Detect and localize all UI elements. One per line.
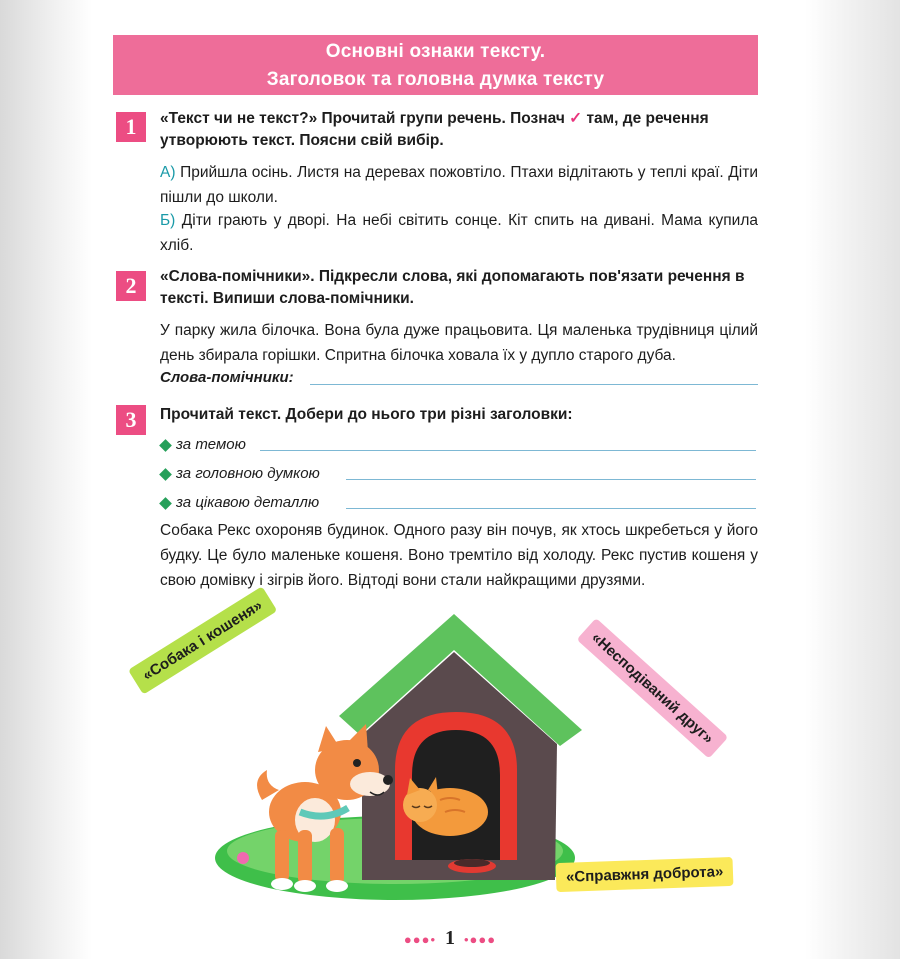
dog-paw xyxy=(271,878,293,890)
task1-title-part2: там, де речення утворюють текст. Поясни свій вибір. xyxy=(160,110,709,149)
task1-number-badge: 1 xyxy=(116,112,146,142)
task3-option-topic: за темою xyxy=(176,436,246,453)
sticker-title-unexpected-friend: «Несподіваний друг» xyxy=(577,618,729,759)
dog-leg xyxy=(330,828,344,884)
task3-number-badge: 3 xyxy=(116,405,146,435)
page-number: 1 xyxy=(445,927,455,949)
task2-title: «Слова-помічники». Підкресли слова, які допомагають пов'язати речення в тексті. Випиши слова-помічники. xyxy=(160,268,745,307)
dog-paw xyxy=(326,880,348,892)
task2-answer-label: Слова-помічники: xyxy=(160,369,294,386)
footer-dots-left-icon: ●●●• xyxy=(403,932,436,947)
task3-text: Собака Рекс охороняв будинок. Одного разу він почув, як хтось шкребеться у його будку. Це було маленьке кошеня. Воно тремтіло від холоду. Рекс пустив кошеня у свою домівку і зігрів його. Відтоді вони стали найкращими друзями. xyxy=(160,522,758,589)
task2-number-badge: 2 xyxy=(116,271,146,301)
task1-option-a-text: Прийшла осінь. Листя на деревах пожовтіло. Птахи відлітають у теплі краї. Діти пішли до школи. xyxy=(160,164,758,206)
task3-option-detail: за цікавою деталлю xyxy=(176,494,320,511)
dog-leg xyxy=(298,830,312,884)
task1-option-b-letter: Б) xyxy=(160,212,176,229)
flower-icon xyxy=(237,852,249,864)
task2-text: У парку жила білочка. Вона була дуже працьовита. Ця маленька трудівниця цілий день збирала горішки. Спритна білочка ховала їх у дупло старого дуба. xyxy=(160,322,758,364)
task1-title-part1: «Текст чи не текст?» Прочитай групи речень. Познач xyxy=(160,110,565,127)
lesson-title-line2: Заголовок та головна думка тексту xyxy=(266,69,605,90)
dog-nose xyxy=(383,775,393,785)
page-number-footer xyxy=(0,927,900,950)
dog-eye xyxy=(353,759,361,767)
food-bowl-inside xyxy=(454,859,490,867)
footer-dots-right-icon: •●●● xyxy=(464,932,497,947)
dog-paw xyxy=(294,880,316,892)
task1-option-b-text: Діти грають у дворі. На небі світить сонце. Кіт спить на дивані. Мама купила хліб. xyxy=(160,212,758,254)
sticker-title-true-kindness: «Справжня доброта» xyxy=(556,857,734,892)
sticker-title-dog-and-kitten: «Собака і кошеня» xyxy=(128,586,277,694)
task1-option-a-letter: А) xyxy=(160,164,176,181)
dog-leg xyxy=(275,830,289,882)
task3-title: Прочитай текст. Добери до нього три різні заголовки: xyxy=(160,406,573,423)
lesson-title-line1: Основні ознаки тексту. xyxy=(325,41,546,62)
dog-ear xyxy=(318,726,340,752)
task3-option-main-idea: за головною думкою xyxy=(176,465,320,482)
check-icon: ✓ xyxy=(569,110,583,127)
